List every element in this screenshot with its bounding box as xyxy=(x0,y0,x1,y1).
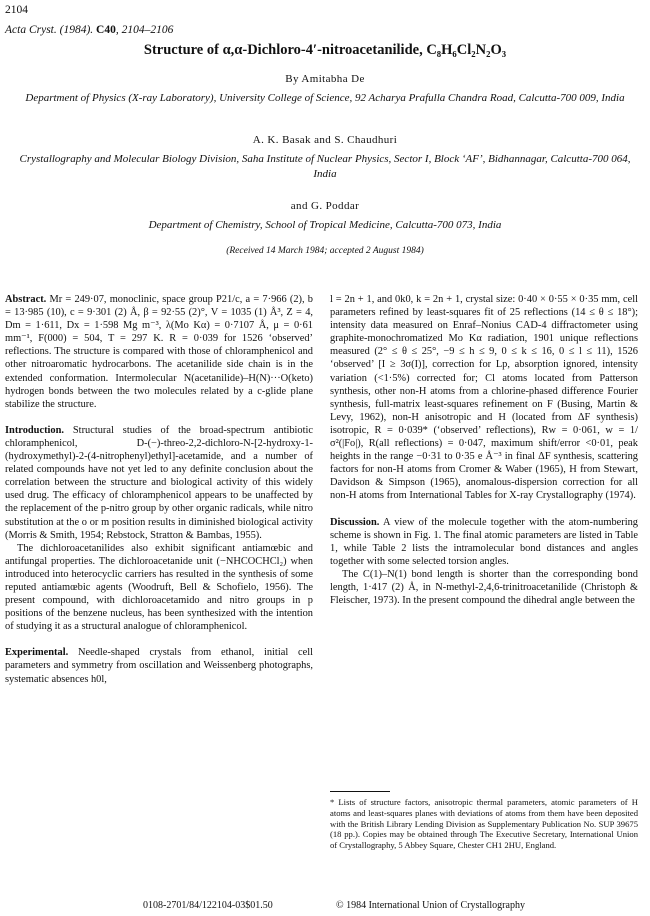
footer-issn: 0108-2701/84/122104-03$01.50 xyxy=(143,900,273,911)
journal-year: (1984). xyxy=(59,24,94,36)
journal-pages: , 2104–2106 xyxy=(115,24,174,36)
discussion-paragraph-2: The C(1)–N(1) bond length is shorter than the corresponding bond length, 1·417 (2) Å, in N-methyl-2,4,6-trinitroacetanilide (Christoph & Fleischer, 1973). In the present compound the dihedral angle between the xyxy=(330,568,638,607)
introduction-text-1: Structural studies of the broad-spectrum antibiotic chloramphenicol, D-(−)-threo-2,2-dichloro-N-[2-hydroxy-1-(hydroxymethyl)-2-(4-nitrophenyl)ethyl]-acetamide, and a number of related compounds have not yet led to any definite conclusion about the correlation between the structure and biological activity of this widely used drug. The efficacy of chloramphenicol appears to be unaffected by the replacement of the p-nitro group by other organic radicals, while nitro substitution at the o or m position results in diminished biological activity (Morris & Smith, 1954; Rebstock, Stratton & Bambas, 1955). xyxy=(5,424,314,541)
affiliation-1: Department of Physics (X-ray Laboratory), University College of Science, 92 Acharya Prafulla Chandra Road, Calcutta-700 009, India xyxy=(25,92,625,104)
abstract-heading: Abstract. xyxy=(5,294,47,305)
received-dates: (Received 14 March 1984; accepted 2 August 1984) xyxy=(226,246,424,256)
footnote: * Lists of structure factors, anisotropic thermal parameters, atomic parameters of H atoms and least-squares planes with deviations of atoms from them have been deposited with the British Library Lending Division as Supplementary Publication No. SUP 39675 (18 pp.). Copies may be obtained through The Executive Secretary, International Union of Crystallography, 5 Abbey Square, Chester CH1 2HU, England. xyxy=(330,797,638,851)
affiliation-2: Crystallography and Molecular Biology Division, Saha Institute of Nuclear Physics, Sector I, Block ‘AF’, Bidhannagar, Calcutta-700 064, India xyxy=(19,153,631,180)
experimental-continued: l = 2n + 1, and 0k0, k = 2n + 1, crystal size: 0·40 × 0·55 × 0·35 mm, cell parameters refined by least-squares fit of 25 reflections (14 ≤ θ ≤ 18°); intensity data measured on Enraf–Nonius CAD-4 diffractometer using graphite-monochromatized Mo Kα radiation, 1901 unique reflections measured (2° ≤ θ ≤ 25°, −9 ≤ h ≤ 9, 0 ≤ k ≤ 16, 0 ≤ l ≤ 11), 1526 ‘observed’ [I ≥ 3σ(I)], correction for Lp, absorption ignored, intensity variation (<1·5%) corrected for; Cl atoms located from Patterson synthesis, other non-H atoms from a chlorine-phased difference Fourier synthesis, full-matrix least-squares refinement on F (Busing, Martin & Levy, 1962), non-H anisotropic and H (located from ΔF synthesis) isotropic, R = 0·039* (‘observed’ reflections), Rw = 0·061, w = 1/σ²(|Fo|), R(all reflections) = 0·047, maximum shift/error <0·01, peak heights in the range −0·31 to 0·35 e Å⁻³ in final ΔF synthesis, scattering factors for non-H atoms from Cromer & Waber (1965), H from Stewart, Davidson & Simpson (1965), anomalous-dispersion correction for all non-H atoms from International Tables for X-ray Crystallography (1974). xyxy=(330,294,638,502)
introduction-paragraph-1 xyxy=(5,424,313,542)
journal-volume: C40 xyxy=(96,24,116,36)
affiliation-3: Department of Chemistry, School of Tropical Medicine, Calcutta-700 073, India xyxy=(148,219,502,231)
left-column xyxy=(5,293,313,686)
journal-citation xyxy=(5,24,173,36)
discussion-text-1: A view of the molecule together with the atom-numbering scheme is shown in Fig. 1. The final atomic parameters are listed in Table 1, while Table 2 lists the intramolecular bond distances and angles together with some selected torsion angles. xyxy=(330,516,638,567)
journal-name: Acta Cryst. xyxy=(5,24,57,36)
abstract-text: Mr = 249·07, monoclinic, space group P21/c, a = 7·966 (2), b = 13·985 (10), c = 9·301 (2) Å, β = 92·55 (2)°, V = 1035 (1) Å³, Z = 4, Dm = 1·611, Dx = 1·598 Mg m⁻³, λ(Mo Kα) = 0·7107 Å, μ = 0·61 mm⁻¹, F(000) = 504, T = 297 K. R = 0·039 for 1526 ‘observed’ reflections. The structure is compared with those of chloramphenicol and other nitroaromatic hydrocarbons. The acetanilide side chain is in the extended conformation. Intermolecular N(acetanilide)–H(N)···O(keto) hydrogen bonds between the two molecules related by a c-glide plane stabilize the structure. xyxy=(5,294,313,410)
author-line-1: By Amitabha De xyxy=(285,73,365,85)
experimental-paragraph xyxy=(5,646,313,685)
discussion-paragraph-1 xyxy=(330,516,638,568)
introduction-heading: Introduction. xyxy=(5,424,64,436)
discussion-heading: Discussion. xyxy=(330,516,380,528)
abstract-paragraph xyxy=(5,293,313,411)
footer-copyright: © 1984 International Union of Crystallography xyxy=(336,900,525,911)
author-line-3: and G. Poddar xyxy=(290,200,360,212)
footnote-divider xyxy=(330,791,390,792)
experimental-heading: Experimental. xyxy=(5,647,69,659)
experimental-text-left: Needle-shaped crystals from ethanol, initial cell parameters and symmetry from oscillation and Weissenberg photographs, systematic absences h0l, xyxy=(5,647,313,685)
right-column xyxy=(330,293,638,607)
author-line-2: A. K. Basak and S. Chaudhuri xyxy=(252,134,398,146)
introduction-paragraph-2: The dichloroacetanilides also exhibit significant antiamœbic and antifungal properties. The dichloroacetanide unit (−NHCOCHCl₂) when introduced into heterocyclic carriers has resulted in the synthesis of some reputed antiamœbic agents (Woodruft, Bell & Schofielo, 1956). The present compound, with dichloroacetamido and nitro groups in p positions of the benzene nucleus, has been synthesized with the intention of studying it as a structural analogue of chloramphenicol. xyxy=(5,542,313,633)
page-number: 2104 xyxy=(5,4,28,16)
paper-title: Structure of α,α-Dichloro-4′-nitroacetanilide, C₈H₆Cl₂N₂O₃ xyxy=(143,42,507,58)
